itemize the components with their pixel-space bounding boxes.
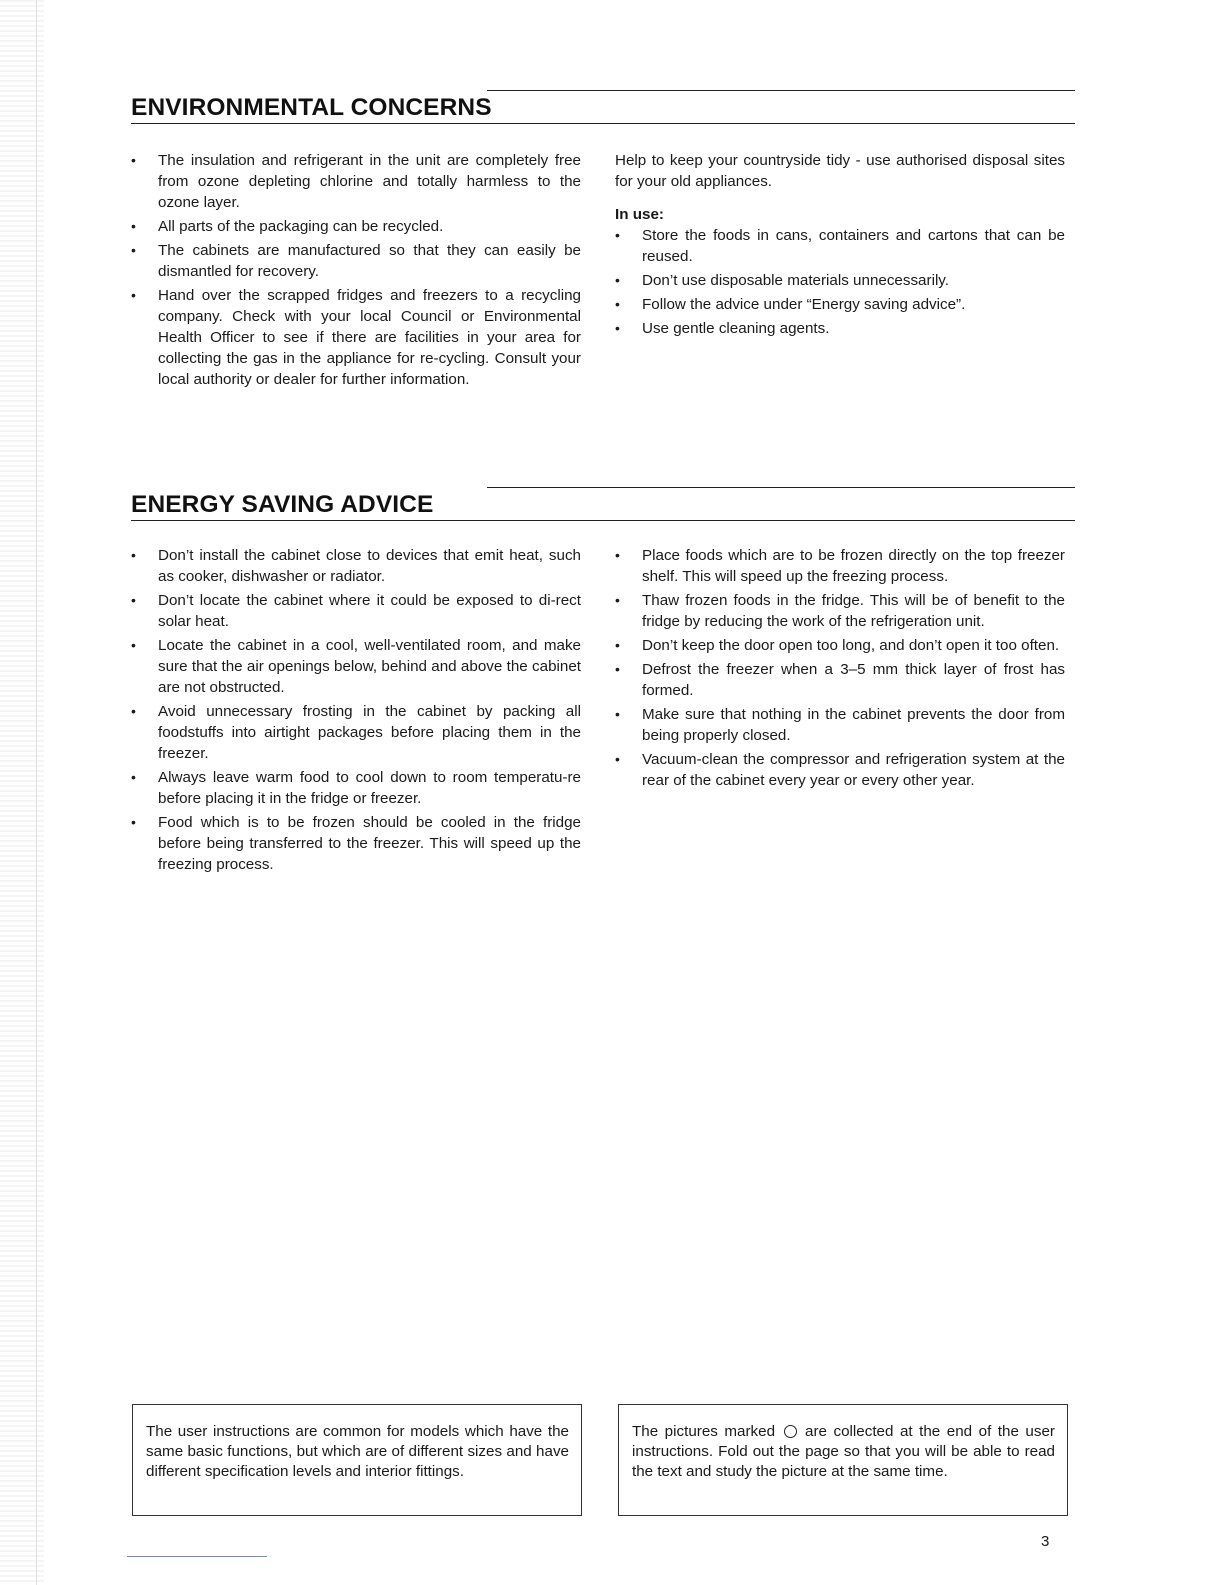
bullet-icon: • — [131, 637, 136, 653]
list-item-text: Don’t install the cabinet close to devices that emit heat, such as cooker, dishwasher or radiator. — [158, 547, 581, 585]
list-item — [615, 635, 1065, 656]
list-item-text: The cabinets are manufactured so that they can easily be dismantled for recovery. — [158, 242, 581, 280]
bullet-icon: • — [615, 272, 620, 288]
energy-right-column — [615, 545, 1065, 794]
header-rule-bottom — [131, 123, 1075, 124]
list-item-text: Don’t keep the door open too long, and don’t open it too often. — [642, 637, 1060, 654]
list-item — [615, 225, 1065, 267]
list-item — [131, 701, 581, 764]
energy-right-list — [615, 545, 1065, 791]
energy-left-column — [131, 545, 581, 878]
list-item — [131, 545, 581, 587]
header-rule-bottom — [131, 520, 1075, 521]
footer-rule — [127, 1556, 267, 1557]
energy-saving-header — [131, 487, 1075, 521]
list-item — [615, 270, 1065, 291]
bullet-icon: • — [131, 547, 136, 563]
pictures-note-box — [618, 1404, 1068, 1516]
list-item — [615, 294, 1065, 315]
list-item — [615, 590, 1065, 632]
list-item-text: Store the foods in cans, containers and cartons that can be reused. — [642, 227, 1065, 265]
pictures-note-text-end: are collected at the end of the user instructions. Fold out the page so that you will be able to read the text and study the picture at the same time. — [632, 1423, 1055, 1480]
environmental-concerns-header — [131, 90, 1075, 124]
list-item — [131, 635, 581, 698]
list-item-text: Vacuum-clean the compressor and refrigeration system at the rear of the cabinet every year or every other year. — [642, 751, 1065, 789]
list-item — [131, 240, 581, 282]
bullet-icon: • — [615, 592, 620, 608]
models-note-box — [132, 1404, 582, 1516]
list-item-text: Follow the advice under “Energy saving advice”. — [642, 296, 966, 313]
bullet-icon: • — [131, 814, 136, 830]
list-item-text: Make sure that nothing in the cabinet prevents the door from being properly closed. — [642, 706, 1065, 744]
energy-saving-title: ENERGY SAVING ADVICE — [131, 491, 434, 518]
scan-edge-artifact — [0, 0, 44, 1585]
disposal-intro: Help to keep your countryside tidy - use authorised disposal sites for your old appliances. — [615, 152, 1065, 190]
bullet-icon: • — [615, 227, 620, 243]
bullet-icon: • — [615, 661, 620, 677]
environmental-right-column — [615, 150, 1065, 342]
models-note-text: The user instructions are common for models which have the same basic functions, but which are of different sizes and have different specification levels and interior fittings. — [146, 1423, 569, 1480]
in-use-list — [615, 225, 1065, 339]
list-item-text: Place foods which are to be frozen directly on the top freezer shelf. This will speed up the freezing process. — [642, 547, 1065, 585]
bullet-icon: • — [131, 218, 136, 234]
bullet-icon: • — [615, 296, 620, 312]
list-item-text: Locate the cabinet in a cool, well-ventilated room, and make sure that the air openings below, behind and above the cabinet are not obstructed. — [158, 637, 581, 696]
bullet-icon: • — [131, 769, 136, 785]
list-item-text: Hand over the scrapped fridges and freezers to a recycling company. Check with your local Council or Environmental Health Officer to see if there are facilities in your area for collecting the gas in the appliance for re-cycling. Consult your local authority or dealer for further information. — [158, 287, 581, 388]
bullet-icon: • — [615, 751, 620, 767]
bullet-icon: • — [615, 320, 620, 336]
bullet-icon: • — [131, 242, 136, 258]
list-item — [131, 812, 581, 875]
list-item-text: Don’t use disposable materials unnecessarily. — [642, 272, 949, 289]
list-item — [615, 704, 1065, 746]
circle-marker-icon — [784, 1425, 797, 1438]
list-item-text: Thaw frozen foods in the fridge. This will be of benefit to the fridge by reducing the work of the refrigeration unit. — [642, 592, 1065, 630]
list-item — [615, 545, 1065, 587]
list-item-text: Always leave warm food to cool down to room temperatu-re before placing it in the fridge or freezer. — [158, 769, 581, 807]
environmental-list — [131, 150, 581, 390]
bullet-icon: • — [615, 547, 620, 563]
pictures-note-text-start: The pictures marked — [632, 1423, 776, 1440]
list-item-text: Food which is to be frozen should be cooled in the fridge before being transferred to the freezer. This will speed up the freezing process. — [158, 814, 581, 873]
list-item-text: All parts of the packaging can be recycled. — [158, 218, 444, 235]
header-rule-top — [487, 487, 1075, 488]
list-item — [615, 318, 1065, 339]
bullet-icon: • — [615, 706, 620, 722]
bullet-icon: • — [131, 592, 136, 608]
list-item — [131, 150, 581, 213]
bullet-icon: • — [615, 637, 620, 653]
list-item — [615, 659, 1065, 701]
list-item-text: Defrost the freezer when a 3–5 mm thick layer of frost has formed. — [642, 661, 1065, 699]
list-item — [131, 216, 581, 237]
page-number: 3 — [1041, 1533, 1050, 1550]
environmental-left-column — [131, 150, 581, 393]
list-item-text: Don’t locate the cabinet where it could be exposed to di-rect solar heat. — [158, 592, 581, 630]
list-item — [131, 285, 581, 390]
in-use-heading: In use: — [615, 206, 664, 223]
header-rule-top — [487, 90, 1075, 91]
energy-left-list — [131, 545, 581, 875]
list-item-text: Use gentle cleaning agents. — [642, 320, 830, 337]
list-item — [131, 767, 581, 809]
list-item — [615, 749, 1065, 791]
list-item-text: Avoid unnecessary frosting in the cabinet by packing all foodstuffs into airtight packages before placing them in the freezer. — [158, 703, 581, 762]
list-item — [131, 590, 581, 632]
list-item-text: The insulation and refrigerant in the unit are completely free from ozone depleting chlorine and totally harmless to the ozone layer. — [158, 152, 581, 211]
bullet-icon: • — [131, 703, 136, 719]
bullet-icon: • — [131, 152, 136, 168]
bullet-icon: • — [131, 287, 136, 303]
environmental-concerns-title: ENVIRONMENTAL CONCERNS — [131, 94, 492, 121]
